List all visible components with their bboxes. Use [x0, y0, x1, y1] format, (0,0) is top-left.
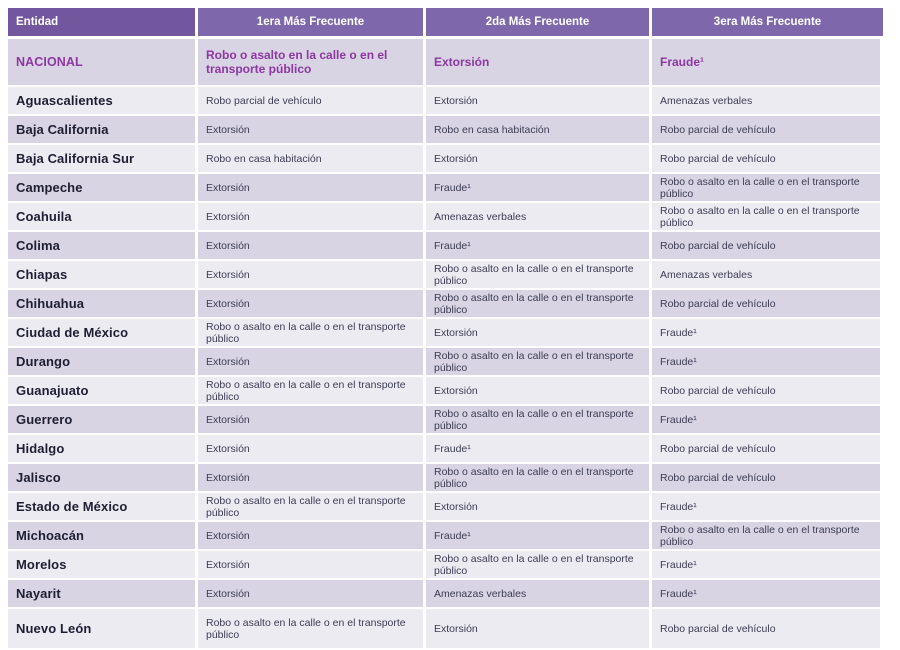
table-row [8, 580, 883, 609]
first-most-frequent-crime: Robo parcial de vehículo [198, 87, 426, 114]
entity-name: Chihuahua [8, 290, 198, 317]
table-row [8, 145, 883, 174]
third-most-frequent-crime: Robo parcial de vehículo [652, 290, 883, 317]
third-most-frequent-crime: Robo o asalto en la calle o en el transporte público [652, 174, 883, 201]
second-most-frequent-crime: Fraude¹ [426, 174, 652, 201]
table-row [8, 290, 883, 319]
table-header-row [8, 8, 883, 36]
second-most-frequent-crime: Extorsión [426, 319, 652, 346]
third-most-frequent-crime: Amenazas verbales [652, 87, 883, 114]
table-body [8, 87, 883, 650]
third-most-frequent-crime: Robo o asalto en la calle o en el transporte público [652, 522, 883, 549]
second-most-frequent-crime: Extorsión [426, 145, 652, 172]
first-most-frequent-crime: Extorsión [198, 290, 426, 317]
entity-name: Morelos [8, 551, 198, 578]
entity-name: Baja California Sur [8, 145, 198, 172]
first-most-frequent-crime: Extorsión [198, 435, 426, 462]
table-row [8, 319, 883, 348]
first-most-frequent-crime: Robo o asalto en la calle o en el transporte público [198, 377, 426, 404]
entity-name: NACIONAL [8, 39, 198, 85]
column-header-first-most-frequent: 1era Más Frecuente [198, 8, 426, 36]
table-row [8, 522, 883, 551]
column-header-second-most-frequent: 2da Más Frecuente [426, 8, 652, 36]
crime-frequency-table [8, 8, 883, 650]
second-most-frequent-crime: Robo o asalto en la calle o en el transporte público [426, 261, 652, 288]
first-most-frequent-crime: Extorsión [198, 116, 426, 143]
entity-name: Colima [8, 232, 198, 259]
table-row [8, 87, 883, 116]
table-row [8, 174, 883, 203]
second-most-frequent-crime: Robo o asalto en la calle o en el transporte público [426, 464, 652, 491]
third-most-frequent-crime: Robo parcial de vehículo [652, 464, 883, 491]
entity-name: Estado de México [8, 493, 198, 520]
third-most-frequent-crime: Amenazas verbales [652, 261, 883, 288]
entity-name: Nuevo León [8, 609, 198, 648]
second-most-frequent-crime: Amenazas verbales [426, 580, 652, 607]
third-most-frequent-crime: Robo o asalto en la calle o en el transporte público [652, 203, 883, 230]
entity-name: Baja California [8, 116, 198, 143]
second-most-frequent-crime: Extorsión [426, 39, 652, 85]
entity-name: Chiapas [8, 261, 198, 288]
first-most-frequent-crime: Extorsión [198, 232, 426, 259]
second-most-frequent-crime: Fraude¹ [426, 435, 652, 462]
second-most-frequent-crime: Fraude¹ [426, 232, 652, 259]
table-row [8, 116, 883, 145]
third-most-frequent-crime: Robo parcial de vehículo [652, 116, 883, 143]
first-most-frequent-crime: Extorsión [198, 464, 426, 491]
entity-name: Michoacán [8, 522, 198, 549]
entity-name: Guerrero [8, 406, 198, 433]
third-most-frequent-crime: Robo parcial de vehículo [652, 145, 883, 172]
second-most-frequent-crime: Extorsión [426, 493, 652, 520]
third-most-frequent-crime: Fraude¹ [652, 551, 883, 578]
entity-name: Coahuila [8, 203, 198, 230]
third-most-frequent-crime: Robo parcial de vehículo [652, 435, 883, 462]
first-most-frequent-crime: Robo o asalto en la calle o en el transporte público [198, 319, 426, 346]
first-most-frequent-crime: Extorsión [198, 406, 426, 433]
table-row [8, 203, 883, 232]
third-most-frequent-crime: Fraude¹ [652, 580, 883, 607]
table-row [8, 609, 883, 650]
third-most-frequent-crime: Fraude¹ [652, 493, 883, 520]
first-most-frequent-crime: Extorsión [198, 580, 426, 607]
second-most-frequent-crime: Robo o asalto en la calle o en el transporte público [426, 551, 652, 578]
table-row [8, 464, 883, 493]
third-most-frequent-crime: Fraude¹ [652, 348, 883, 375]
entity-name: Hidalgo [8, 435, 198, 462]
first-most-frequent-crime: Extorsión [198, 174, 426, 201]
third-most-frequent-crime: Fraude¹ [652, 406, 883, 433]
table-row [8, 493, 883, 522]
first-most-frequent-crime: Extorsión [198, 348, 426, 375]
third-most-frequent-crime: Fraude¹ [652, 39, 883, 85]
entity-name: Durango [8, 348, 198, 375]
national-summary-row [8, 39, 883, 87]
first-most-frequent-crime: Robo o asalto en la calle o en el transporte público [198, 39, 426, 85]
first-most-frequent-crime: Robo en casa habitación [198, 145, 426, 172]
second-most-frequent-crime: Robo o asalto en la calle o en el transporte público [426, 406, 652, 433]
third-most-frequent-crime: Robo parcial de vehículo [652, 377, 883, 404]
second-most-frequent-crime: Amenazas verbales [426, 203, 652, 230]
second-most-frequent-crime: Robo o asalto en la calle o en el transporte público [426, 290, 652, 317]
entity-name: Ciudad de México [8, 319, 198, 346]
second-most-frequent-crime: Fraude¹ [426, 522, 652, 549]
entity-name: Nayarit [8, 580, 198, 607]
first-most-frequent-crime: Extorsión [198, 261, 426, 288]
second-most-frequent-crime: Robo o asalto en la calle o en el transporte público [426, 348, 652, 375]
third-most-frequent-crime: Robo parcial de vehículo [652, 232, 883, 259]
first-most-frequent-crime: Extorsión [198, 551, 426, 578]
second-most-frequent-crime: Extorsión [426, 609, 652, 648]
second-most-frequent-crime: Extorsión [426, 87, 652, 114]
entity-name: Campeche [8, 174, 198, 201]
table-row [8, 406, 883, 435]
entity-name: Guanajuato [8, 377, 198, 404]
second-most-frequent-crime: Robo en casa habitación [426, 116, 652, 143]
first-most-frequent-crime: Robo o asalto en la calle o en el transporte público [198, 493, 426, 520]
first-most-frequent-crime: Extorsión [198, 522, 426, 549]
entity-name: Aguascalientes [8, 87, 198, 114]
third-most-frequent-crime: Robo parcial de vehículo [652, 609, 883, 648]
table-row [8, 232, 883, 261]
table-row [8, 261, 883, 290]
table-row [8, 377, 883, 406]
first-most-frequent-crime: Robo o asalto en la calle o en el transporte público [198, 609, 426, 648]
table-row [8, 435, 883, 464]
column-header-third-most-frequent: 3era Más Frecuente [652, 8, 883, 36]
third-most-frequent-crime: Fraude¹ [652, 319, 883, 346]
table-row [8, 551, 883, 580]
entity-name: Jalisco [8, 464, 198, 491]
second-most-frequent-crime: Extorsión [426, 377, 652, 404]
table-row [8, 348, 883, 377]
column-header-entidad: Entidad [8, 8, 198, 36]
first-most-frequent-crime: Extorsión [198, 203, 426, 230]
